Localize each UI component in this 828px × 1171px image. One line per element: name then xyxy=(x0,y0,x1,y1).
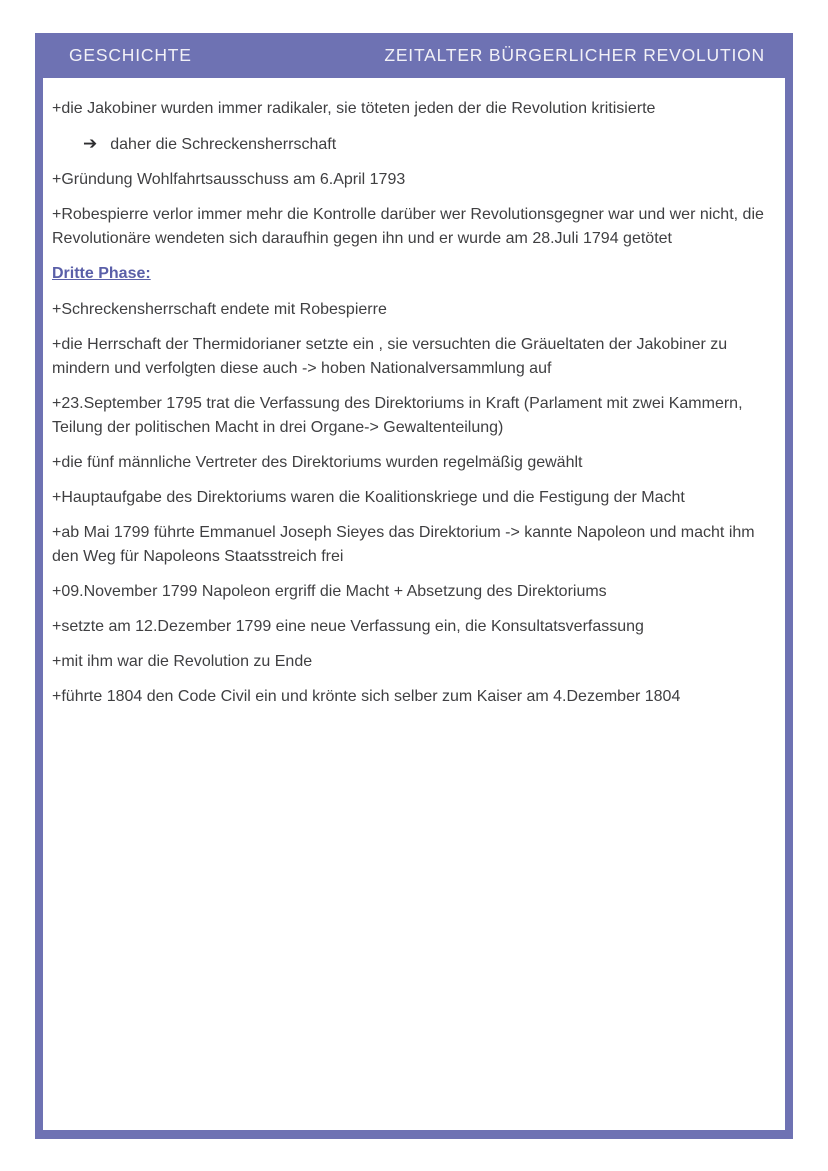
note-line: +09.November 1799 Napoleon ergriff die Macht + Absetzung des Direktoriums xyxy=(52,583,607,600)
arrow-subline xyxy=(52,132,773,157)
note-line: +die fünf männliche Vertreter des Direktoriums wurden regelmäßig gewählt xyxy=(52,454,583,471)
note-line: +setzte am 12.Dezember 1799 eine neue Verfassung ein, die Konsultatsverfassung xyxy=(52,618,644,635)
notes-page xyxy=(35,33,793,1139)
arrow-right-icon: ➔ xyxy=(83,134,98,153)
note-line: +Hauptaufgabe des Direktoriums waren die Koalitionskriege und die Festigung der Macht xyxy=(52,489,685,506)
note-line: +23.September 1795 trat die Verfassung des Direktoriums in Kraft (Parlament mit zwei Kammern, Teilung der politischen Macht in drei Organe-> Gewaltenteilung) xyxy=(52,395,743,436)
note-line: +die Jakobiner wurden immer radikaler, sie töteten jeden der die Revolution kritisierte xyxy=(52,100,656,117)
notes-content xyxy=(43,78,785,709)
note-line: +Gründung Wohlfahrtsausschuss am 6.April 1793 xyxy=(52,171,406,188)
note-line: +Robespierre verlor immer mehr die Kontrolle darüber wer Revolutionsgegner war und wer nicht, die Revolutionäre wendeten sich daraufhin gegen ihn und er wurde am 28.Juli 1794 getötet xyxy=(52,206,764,247)
topic-title: ZEITALTER BÜRGERLICHER REVOLUTION xyxy=(384,45,765,65)
section-heading: Dritte Phase: xyxy=(52,265,151,282)
note-line: +die Herrschaft der Thermidorianer setzte ein , sie versuchten die Gräueltaten der Jakobiner zu mindern und verfolgten diese auch -> hoben Nationalversammlung auf xyxy=(52,336,728,377)
subject-title: GESCHICHTE xyxy=(69,45,192,65)
note-line: +ab Mai 1799 führte Emmanuel Joseph Sieyes das Direktorium -> kannte Napoleon und macht ihm den Weg für Napoleons Staatsstreich frei xyxy=(52,524,755,565)
note-line: +Schreckensherrschaft endete mit Robespierre xyxy=(52,301,387,318)
note-line: +führte 1804 den Code Civil ein und krönte sich selber zum Kaiser am 4.Dezember 1804 xyxy=(52,688,681,705)
note-line: +mit ihm war die Revolution zu Ende xyxy=(52,653,313,670)
arrow-subline-text: daher die Schreckensherrschaft xyxy=(110,136,337,153)
page-header xyxy=(43,33,785,78)
